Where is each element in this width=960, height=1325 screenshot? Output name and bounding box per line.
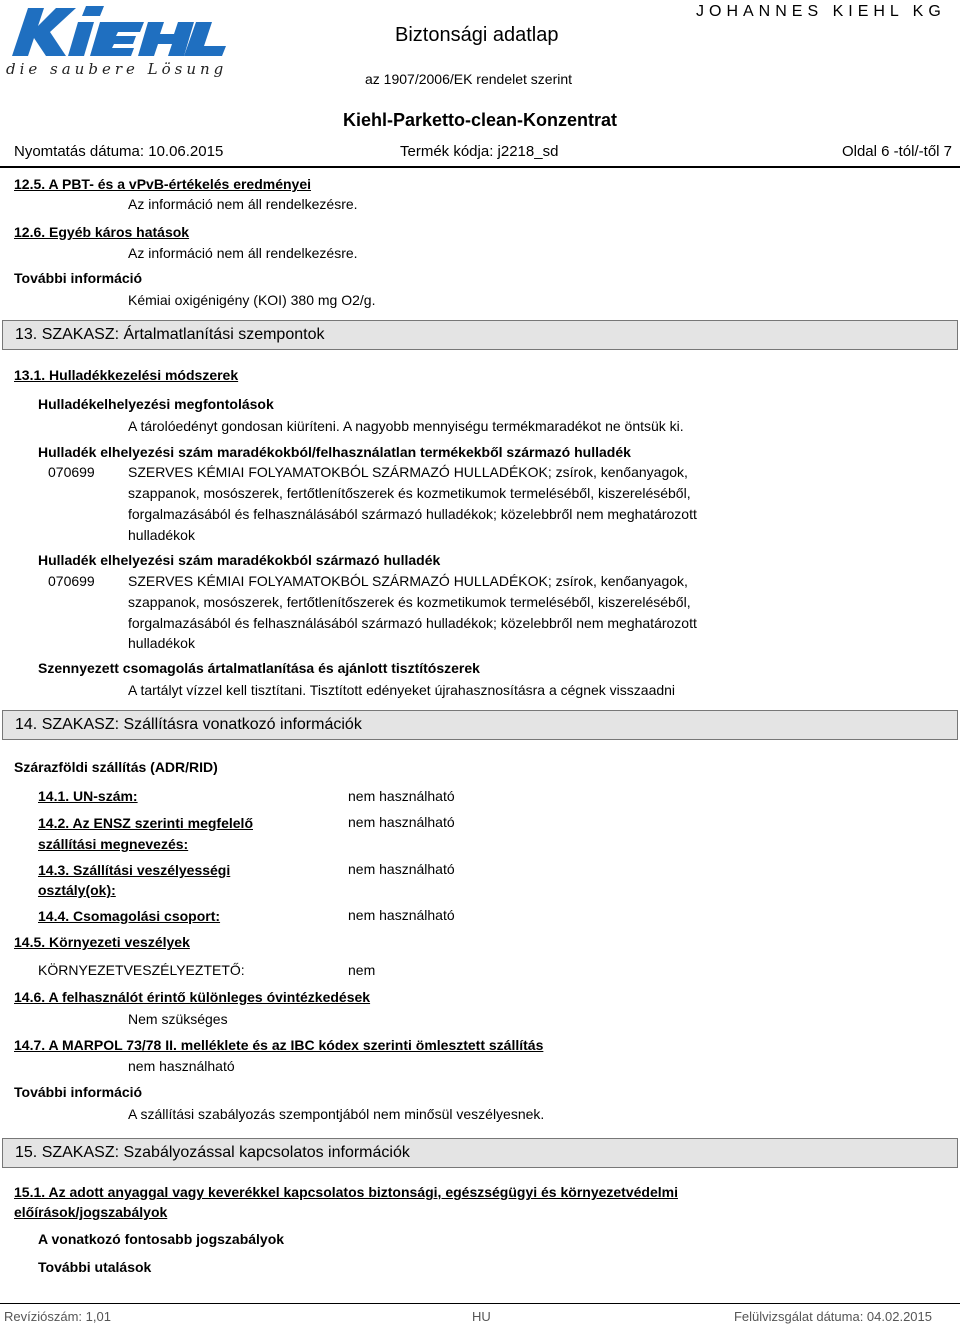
waste-desc-1-line4: hulladékok (128, 527, 195, 543)
company-name: JOHANNES KIEHL KG (696, 3, 946, 20)
heading-14-2-line1: 14.2. Az ENSZ szerinti megfelelő (38, 815, 253, 831)
heading-15-1-line2: előírások/jogszabályok (14, 1204, 168, 1220)
logo-graphic (4, 0, 234, 60)
waste-code-1: 070699 (48, 464, 95, 480)
waste-desc-2-line3: forgalmazásából és felhasználásából származó hulladékok; közelebbről nem meghatározott (128, 615, 697, 631)
heading-14-2-line2: szállítási megnevezés: (38, 836, 189, 852)
document-title: Biztonsági adatlap (395, 24, 559, 46)
text-14-6: Nem szükséges (128, 1011, 228, 1027)
waste-desc-1-line2: szappanok, mosószerek, fertőtlenítőszerek és kozmetikumok termeléséből, kiszereléséből, (128, 485, 691, 501)
review-date: Felülvizsgálat dátuma: 04.02.2015 (733, 1309, 932, 1324)
further-info-label: További információ (14, 270, 143, 286)
heading-14-3-line2: osztály(ok): (38, 882, 116, 898)
value-14-1: nem használható (348, 788, 455, 804)
logo-tagline: die saubere Lösung (6, 60, 228, 78)
disposal-label: Hulladékelhelyezési megfontolások (38, 396, 274, 412)
footer-divider (0, 1303, 960, 1304)
heading-14-3-line1: 14.3. Szállítási veszélyességi (38, 862, 231, 878)
value-14-4: nem használható (348, 907, 455, 923)
waste-code-label-2: Hulladék elhelyezési szám maradékokból származó hulladék (38, 552, 441, 568)
heading-13-1: 13.1. Hulladékkezelési módszerek (14, 367, 239, 383)
packaging-label: Szennyezett csomagolás ártalmatlanítása és ajánlott tisztítószerek (38, 660, 480, 676)
further-info-14-text: A szállítási szabályozás szempontjából nem minősül veszélyesnek. (128, 1106, 545, 1122)
print-date: Nyomtatás dátuma: 10.06.2015 (14, 143, 224, 160)
waste-code-2: 070699 (48, 573, 95, 589)
revision-number: Revíziószám: 1,01 (4, 1309, 111, 1324)
text-14-7: nem használható (128, 1058, 235, 1074)
page-info: Oldal 6 -tól/-től 7 (841, 143, 952, 160)
regulation: az 1907/2006/EK rendelet szerint (365, 71, 573, 87)
env-hazard-value: nem (348, 962, 376, 978)
heading-14-6: 14.6. A felhasználót érintő különleges óvintézkedések (14, 989, 371, 1005)
value-14-3: nem használható (348, 861, 455, 877)
company-logo (4, 0, 234, 82)
relevant-laws-label: A vonatkozó fontosabb jogszabályok (38, 1231, 285, 1247)
section-13-title: 13. SZAKASZ: Ártalmatlanítási szempontok (15, 326, 325, 343)
waste-desc-1-line1: SZERVES KÉMIAI FOLYAMATOKBÓL SZÁRMAZÓ HULLADÉKOK; zsírok, kenőanyagok, (128, 464, 688, 480)
heading-14-1: 14.1. UN-szám: (38, 788, 138, 804)
disposal-text: A tárolóedényt gondosan kiüríteni. A nagyobb mennyiségu termékmaradékot ne öntsük ki. (128, 418, 684, 434)
further-notes-label: További utalások (38, 1259, 152, 1275)
product-name: Kiehl-Parketto-clean-Konzentrat (343, 110, 618, 130)
value-14-2: nem használható (348, 814, 455, 830)
section-14-header (2, 710, 958, 740)
heading-15-1-line1: 15.1. Az adott anyaggal vagy keverékkel kapcsolatos biztonsági, egészségügyi és környezetvédelmi (14, 1184, 678, 1200)
waste-desc-2-line4: hulladékok (128, 635, 195, 651)
heading-12-6: 12.6. Egyéb káros hatások (14, 224, 190, 240)
product-code: Termék kódja: j2218_sd (400, 143, 559, 160)
waste-desc-1-line3: forgalmazásából és felhasználásából származó hulladékok; közelebbről nem meghatározott (128, 506, 697, 522)
section-15-header (2, 1138, 958, 1168)
packaging-text: A tartályt vízzel kell tisztítani. Tisztított edényeket újrahasznosításra a cégnek visszaadni (128, 682, 676, 698)
header-divider (0, 166, 960, 168)
section-15-title: 15. SZAKASZ: Szabályozással kapcsolatos információk (15, 1144, 410, 1161)
language-code: HU (472, 1309, 491, 1324)
further-info-text: Kémiai oxigénigény (KOI) 380 mg O2/g. (128, 292, 376, 308)
heading-12-5: 12.5. A PBT- és a vPvB-értékelés eredményei (14, 176, 312, 192)
heading-14-4: 14.4. Csomagolási csoport: (38, 908, 221, 924)
section-14-title: 14. SZAKASZ: Szállításra vonatkozó információk (15, 716, 362, 733)
waste-desc-2-line1: SZERVES KÉMIAI FOLYAMATOKBÓL SZÁRMAZÓ HULLADÉKOK; zsírok, kenőanyagok, (128, 573, 688, 589)
waste-desc-2-line2: szappanok, mosószerek, fertőtlenítőszerek és kozmetikumok termeléséből, kiszereléséből, (128, 594, 691, 610)
env-hazard-label: KÖRNYEZETVESZÉLYEZTETŐ: (38, 962, 245, 978)
text-12-6: Az információ nem áll rendelkezésre. (128, 245, 358, 261)
heading-14-5: 14.5. Környezeti veszélyek (14, 934, 190, 950)
waste-code-label-1: Hulladék elhelyezési szám maradékokból/felhasználatlan termékekből származó hulladék (38, 444, 631, 460)
text-12-5: Az információ nem áll rendelkezésre. (128, 196, 358, 212)
land-transport-label: Szárazföldi szállítás (ADR/RID) (14, 759, 218, 775)
heading-14-7: 14.7. A MARPOL 73/78 II. melléklete és az IBC kódex szerinti ömlesztett szállítás (14, 1037, 544, 1053)
further-info-14-label: További információ (14, 1084, 143, 1100)
section-13-header (2, 320, 958, 350)
